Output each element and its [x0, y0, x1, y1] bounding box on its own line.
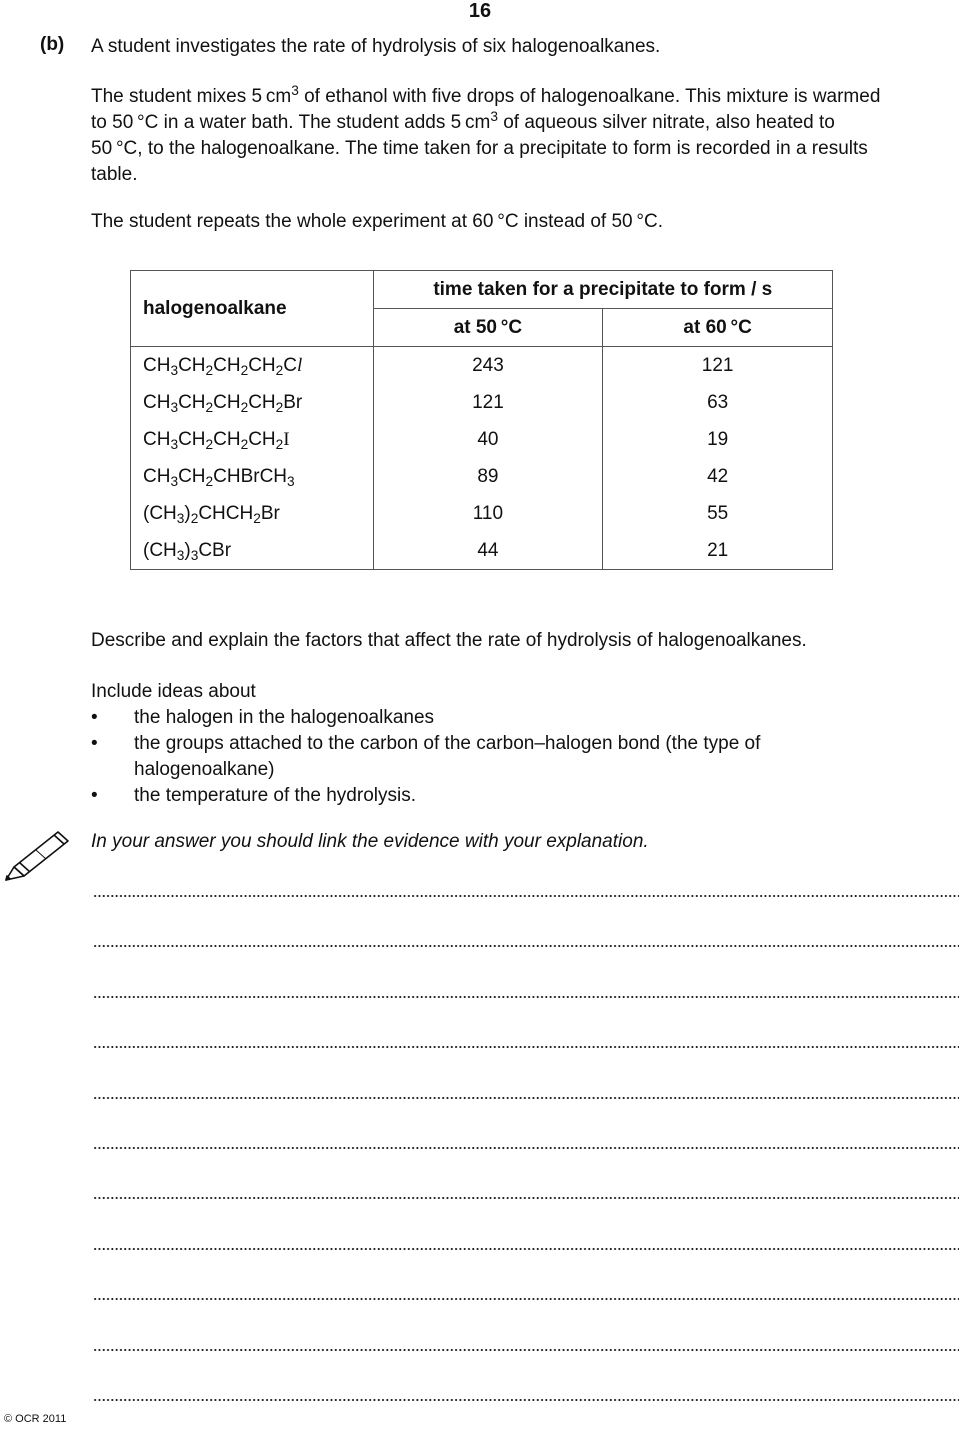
answer-line[interactable] — [93, 1296, 959, 1302]
table-row — [131, 532, 833, 570]
results-table — [130, 270, 833, 570]
answer-line[interactable] — [93, 1145, 959, 1151]
bullet-icon: • — [91, 707, 98, 728]
table-row — [131, 384, 833, 421]
procedure-line-2: to 50 °C in a water bath. The student adds 5 $cm^3$ of aqueous silver nitrate, also heated to — [91, 109, 835, 133]
table-row — [131, 347, 833, 385]
table-row — [131, 495, 833, 532]
formula-1-bromobutane: $CH_3CH_2CH_2CH_2Br$ — [131, 384, 374, 421]
header-60c: at 60 °C — [603, 309, 833, 347]
answer-line[interactable] — [93, 1397, 959, 1403]
list-item-continuation: halogenoalkane) — [134, 759, 275, 780]
time-60c: 63 — [603, 384, 833, 421]
formula-1-bromo-2-methylpropane: $(CH_3)_2CHCH_2Br$ — [131, 495, 374, 532]
list-item: • the temperature of the hydrolysis. — [91, 783, 951, 809]
procedure-line-1: The student mixes 5 $cm^3$ of ethanol with five drops of halogenoalkane. This mixture is warmed — [91, 83, 881, 107]
bullet-icon: • — [91, 785, 98, 806]
formula-2-bromobutane: $CH_3CH_2CHBrCH_3$ — [131, 458, 374, 495]
list-item: • the groups attached to the carbon of the carbon–halogen bond (the type of — [91, 731, 951, 757]
time-60c: 121 — [603, 347, 833, 385]
table-row — [131, 458, 833, 495]
header-halogenoalkane: halogenoalkane — [131, 271, 374, 347]
time-50c: 121 — [373, 384, 603, 421]
pencil-icon — [2, 826, 70, 882]
task-include: Include ideas about — [91, 681, 256, 702]
procedure-line-4: table. — [91, 164, 138, 185]
answer-line[interactable] — [93, 1044, 959, 1050]
copyright: © OCR 2011 — [4, 1413, 67, 1425]
header-50c: at 50 °C — [373, 309, 603, 347]
question-intro: A student investigates the rate of hydrolysis of six halogenoalkanes. — [91, 36, 661, 57]
answer-line[interactable] — [93, 1347, 959, 1353]
procedure-line-3: 50 °C, to the halogenoalkane. The time taken for a precipitate to form is recorded in a results — [91, 138, 868, 159]
time-50c: 110 — [373, 495, 603, 532]
time-50c: 89 — [373, 458, 603, 495]
answer-line[interactable] — [93, 893, 959, 899]
time-60c: 19 — [603, 421, 833, 458]
bullet-icon: • — [91, 733, 98, 754]
page-number: 16 — [468, 0, 492, 22]
formula-2-bromo-2-methylpropane: $(CH_3)_3CBr$ — [131, 532, 374, 570]
time-50c: 44 — [373, 532, 603, 570]
answer-line[interactable] — [93, 1246, 959, 1252]
list-item: • the halogen in the halogenoalkanes — [91, 705, 951, 731]
formula-1-iodobutane: $CH_3CH_2CH_2CH_2I$ — [131, 421, 374, 458]
time-60c: 55 — [603, 495, 833, 532]
time-60c: 21 — [603, 532, 833, 570]
answer-line[interactable] — [93, 1195, 959, 1201]
time-50c: 40 — [373, 421, 603, 458]
procedure-paragraph — [91, 84, 960, 188]
answer-line[interactable] — [93, 943, 959, 949]
time-60c: 42 — [603, 458, 833, 495]
answer-line[interactable] — [93, 1095, 959, 1101]
qwc-note: In your answer you should link the evidence with your explanation. — [91, 831, 649, 852]
repeat-statement: The student repeats the whole experiment at 60 °C instead of 50 °C. — [91, 211, 664, 232]
task-describe: Describe and explain the factors that affect the rate of hydrolysis of halogenoalkanes. — [91, 630, 807, 651]
answer-line[interactable] — [93, 994, 959, 1000]
formula-1-chlorobutane: $CH_3CH_2CH_2CH_2Cl$ — [131, 347, 374, 385]
time-50c: 243 — [373, 347, 603, 385]
table-row — [131, 421, 833, 458]
question-label: (b) — [40, 34, 65, 55]
header-time-taken: time taken for a precipitate to form / s — [373, 271, 832, 309]
bullet-list — [91, 705, 951, 809]
